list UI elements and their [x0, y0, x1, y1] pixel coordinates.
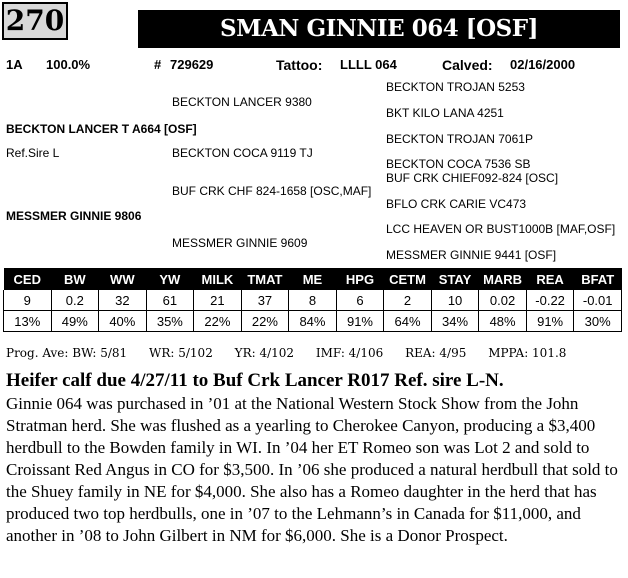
epd-header: CETM	[384, 268, 432, 290]
reg-label: #	[154, 57, 162, 72]
progeny-averages	[6, 346, 584, 360]
epd-header: CED	[4, 268, 52, 290]
pedigree-dds: LCC HEAVEN OR BUST1000B [MAF,OSF]	[386, 222, 616, 236]
epd-percentile: 49%	[51, 311, 99, 332]
animal-name: SMAN GINNIE 064 [OSF]	[138, 10, 620, 48]
epd-value: 61	[146, 290, 194, 311]
epd-header: STAY	[431, 268, 479, 290]
progeny-imf: IMF: 4/106	[315, 346, 384, 360]
epd-table	[3, 268, 622, 332]
epd-percentile: 64%	[384, 311, 432, 332]
epd-header: BW	[51, 268, 99, 290]
epd-header: MILK	[194, 268, 242, 290]
lot-headline: Heifer calf due 4/27/11 to Buf Crk Lancer R017 Ref. sire L-N.	[6, 370, 504, 391]
pedigree-dsd: BFLO CRK CARIE VC473	[386, 197, 527, 211]
epd-value: 6	[336, 290, 384, 311]
epd-value: 8	[289, 290, 337, 311]
epd-header: TMAT	[241, 268, 289, 290]
epd-value: 9	[4, 290, 52, 311]
epd-value: 2	[384, 290, 432, 311]
epd-value: 0.2	[51, 290, 99, 311]
percent-value: 100.0%	[46, 57, 91, 72]
epd-value-row	[4, 290, 622, 311]
epd-percentile: 91%	[526, 311, 574, 332]
ref-sire: Ref.Sire L	[6, 146, 60, 160]
progeny-mppa: MPPA: 101.8	[488, 346, 567, 360]
calved-date: 02/16/2000	[510, 57, 576, 72]
epd-percentile: 35%	[146, 311, 194, 332]
pedigree-sss: BECKTON TROJAN 5253	[386, 80, 525, 94]
epd-percentile: 84%	[289, 311, 337, 332]
epd-percentile: 13%	[4, 311, 52, 332]
epd-percentile: 40%	[99, 311, 147, 332]
pedigree-dam: MESSMER GINNIE 9806	[6, 209, 142, 223]
epd-header: MARB	[479, 268, 527, 290]
progeny-wr: WR: 5/102	[149, 346, 213, 360]
pedigree-ddd: MESSMER GINNIE 9441 [OSF]	[386, 248, 557, 262]
epd-value: 37	[241, 290, 289, 311]
pedigree-dam-dam: MESSMER GINNIE 9609	[172, 236, 308, 250]
pedigree-ssd: BKT KILO LANA 4251	[386, 106, 504, 120]
epd-header: BFAT	[574, 268, 622, 290]
pedigree-sds: BECKTON TROJAN 7061P	[386, 132, 533, 146]
epd-header-row	[4, 268, 622, 290]
epd-header: REA	[526, 268, 574, 290]
lot-number: 270	[2, 2, 68, 40]
epd-percentile-row	[4, 311, 622, 332]
pedigree-sdd: BECKTON COCA 7536 SB	[386, 157, 531, 171]
progeny-rea: REA: 4/95	[405, 346, 467, 360]
epd-header: WW	[99, 268, 147, 290]
lot-description: Ginnie 064 was purchased in ’01 at the National Western Stock Show from the John Stratman herd. She was flushed as a yearling to Cherokee Canyon, producing a $3,400 herdbull to the Bowden family in WI. In ’04 her ET Romeo son was Lot 2 and sold to Croissant Red Angus in CO for $3,500. In ’06 she produced a natural herdbull that sold to the Shuey family in NE for $4,000. She also has a Romeo daughter in the herd that has produced two top herdbulls, one in ’07 to the Lehmann’s in Canada for $11,000, and another in ’08 to John Gilbert in NM for $6,000. She is a Donor Prospect.	[6, 394, 618, 545]
progeny-yr: YR: 4/102	[234, 346, 295, 360]
class-code: 1A	[6, 57, 23, 72]
epd-header: YW	[146, 268, 194, 290]
calved-label: Calved:	[442, 57, 493, 73]
epd-percentile: 22%	[241, 311, 289, 332]
progeny-bw: Prog. Ave: BW: 5/81	[6, 346, 128, 360]
epd-value: -0.01	[574, 290, 622, 311]
epd-header: ME	[289, 268, 337, 290]
epd-percentile: 34%	[431, 311, 479, 332]
epd-value: 0.02	[479, 290, 527, 311]
tattoo-value: LLLL 064	[340, 57, 397, 72]
epd-percentile: 22%	[194, 311, 242, 332]
epd-value: 21	[194, 290, 242, 311]
epd-value: 32	[99, 290, 147, 311]
epd-percentile: 48%	[479, 311, 527, 332]
epd-percentile: 91%	[336, 311, 384, 332]
pedigree-dss: BUF CRK CHIEF092-824 [OSC]	[386, 171, 559, 185]
epd-value: -0.22	[526, 290, 574, 311]
epd-percentile: 30%	[574, 311, 622, 332]
reg-number: 729629	[170, 57, 214, 72]
pedigree-dam-sire: BUF CRK CHF 824-1658 [OSC,MAF]	[172, 184, 372, 198]
tattoo-label: Tattoo:	[276, 57, 323, 73]
pedigree-sire-sire: BECKTON LANCER 9380	[172, 95, 312, 109]
pedigree-sire: BECKTON LANCER T A664 [OSF]	[6, 122, 197, 136]
pedigree-sire-dam: BECKTON COCA 9119 TJ	[172, 146, 313, 160]
epd-value: 10	[431, 290, 479, 311]
epd-header: HPG	[336, 268, 384, 290]
